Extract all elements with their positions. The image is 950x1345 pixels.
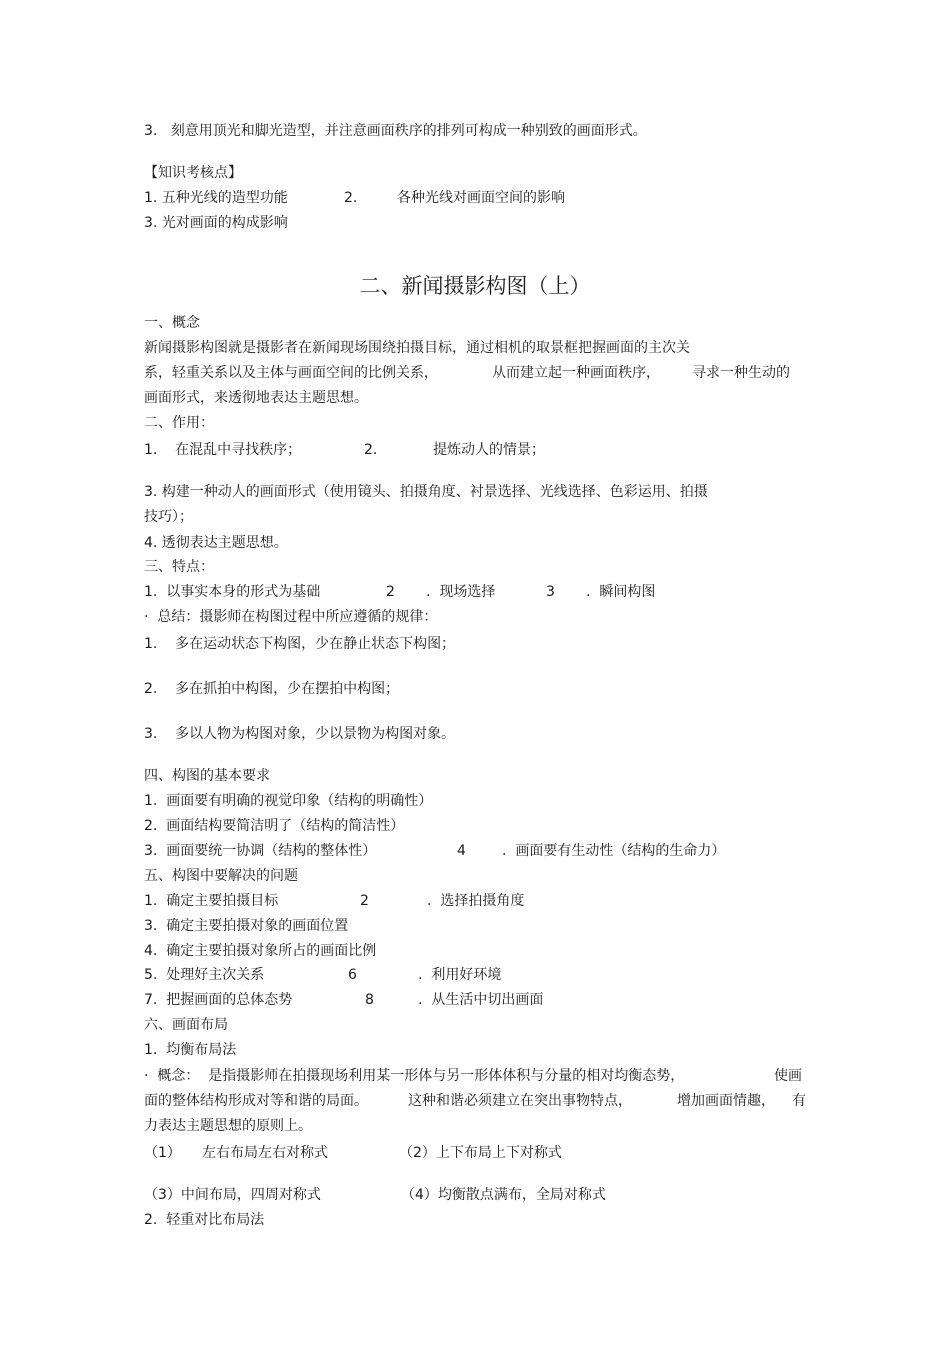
list-item: 技巧）； <box>144 509 193 525</box>
list-item: 7. 把握画面的总体态势 <box>144 992 293 1008</box>
list-item-number: 2. <box>364 442 378 458</box>
list-item-number: 6 <box>348 967 357 983</box>
paragraph: 系，轻重关系以及主体与画面空间的比例关系， <box>144 365 438 381</box>
list-item: 3. 多以人物为构图对象，少以景物为构图对象。 <box>144 726 456 742</box>
section-heading: 四、构图的基本要求 <box>144 768 270 784</box>
list-item: 3. 确定主要拍摄对象的画面位置 <box>144 918 349 934</box>
list-item: （3）中间布局，四周对称式 <box>144 1187 321 1203</box>
list-item-number: 3 <box>546 584 555 600</box>
list-item: 3. 光对画面的构成影响 <box>144 215 288 231</box>
list-item: 5. 处理好主次关系 <box>144 967 265 983</box>
list-item: 1. 多在运动状态下构图，少在静止状态下构图； <box>144 636 456 652</box>
section-heading: 五、构图中要解决的问题 <box>144 868 298 884</box>
section-heading: 二、作用： <box>144 415 214 431</box>
paragraph: 从而建立起一种画面秩序， <box>492 365 660 381</box>
list-item: 提炼动人的情景； <box>433 442 545 458</box>
list-item: 左右布局左右对称式 <box>202 1145 328 1161</box>
list-item: 2. 多在抓拍中构图，少在摆拍中构图； <box>144 681 400 697</box>
paragraph: 这种和谐必须建立在突出事物特点， <box>408 1093 632 1109</box>
section-heading: 三、特点： <box>144 559 214 575</box>
paragraph: 使画 <box>774 1068 802 1084</box>
paragraph: 新闻摄影构图就是摄影者在新闻现场围绕拍摄目标，通过相机的取景框把握画面的主次关 <box>144 340 690 356</box>
list-item: . 画面要有生动性（结构的生命力） <box>502 843 726 859</box>
list-item: 1. 以事实本身的形式为基础 <box>144 584 321 600</box>
list-item: . 利用好环境 <box>418 967 502 983</box>
paragraph: 画面形式，来透彻地表达主题思想。 <box>144 390 368 406</box>
section-heading: 【知识考核点】 <box>144 165 242 181</box>
list-item: . 瞬间构图 <box>586 584 656 600</box>
list-item: . 从生活中切出画面 <box>418 992 544 1008</box>
paragraph: 面的整体结构形成对等和谐的局面。 <box>144 1093 368 1109</box>
list-item: . 现场选择 <box>426 584 496 600</box>
list-item: 4. 确定主要拍摄对象所占的画面比例 <box>144 943 377 959</box>
list-item-number: 2 <box>386 584 395 600</box>
list-item: . 选择拍摄角度 <box>427 893 525 909</box>
section-heading: 六、画面布局 <box>144 1017 228 1033</box>
paragraph: 增加画面情趣， <box>677 1093 775 1109</box>
sub-heading: 1. 均衡布局法 <box>144 1042 237 1058</box>
list-item: 3. 构建一种动人的画面形式（使用镜头、拍摄角度、衬景选择、光线选择、色彩运用、拍摄 <box>144 484 708 500</box>
list-item-number: 2 <box>360 893 369 909</box>
paragraph: · 概念： 是指摄影师在拍摄现场利用某一形体与另一形体体积与分量的相对均衡态势， <box>144 1068 685 1084</box>
list-item: （1） <box>144 1145 181 1161</box>
list-item: （2）上下布局上下对称式 <box>399 1145 562 1161</box>
sub-heading: 2. 轻重对比布局法 <box>144 1212 265 1228</box>
chapter-title: 二、新闻摄影构图（上） <box>359 274 591 298</box>
list-item: 1. 画面要有明确的视觉印象（结构的明确性） <box>144 793 433 809</box>
list-item: 4. 透彻表达主题思想。 <box>144 535 288 551</box>
list-item-number: 8 <box>365 992 374 1008</box>
paragraph: 有 <box>792 1093 806 1109</box>
list-item: 各种光线对画面空间的影响 <box>397 190 565 206</box>
list-item-number: 2. <box>344 190 358 206</box>
list-item: 1. 五种光线的造型功能 <box>144 190 288 206</box>
list-item: 2. 画面结构要简洁明了（结构的简洁性） <box>144 818 405 834</box>
paragraph: · 总结：摄影师在构图过程中所应遵循的规律： <box>144 609 438 625</box>
list-item: （4）均衡散点满布，全局对称式 <box>401 1187 606 1203</box>
list-item: 1. 确定主要拍摄目标 <box>144 893 279 909</box>
paragraph: 3. 刻意用顶光和脚光造型，并注意画面秩序的排列可构成一种别致的画面形式。 <box>144 123 647 139</box>
list-item: 3. 画面要统一协调（结构的整体性） <box>144 843 377 859</box>
list-item-number: 4 <box>457 843 466 859</box>
list-item: 1. 在混乱中寻找秩序； <box>144 442 302 458</box>
section-heading: 一、概念 <box>144 315 200 331</box>
paragraph: 寻求一种生动的 <box>692 365 790 381</box>
paragraph: 力表达主题思想的原则上。 <box>144 1118 312 1134</box>
